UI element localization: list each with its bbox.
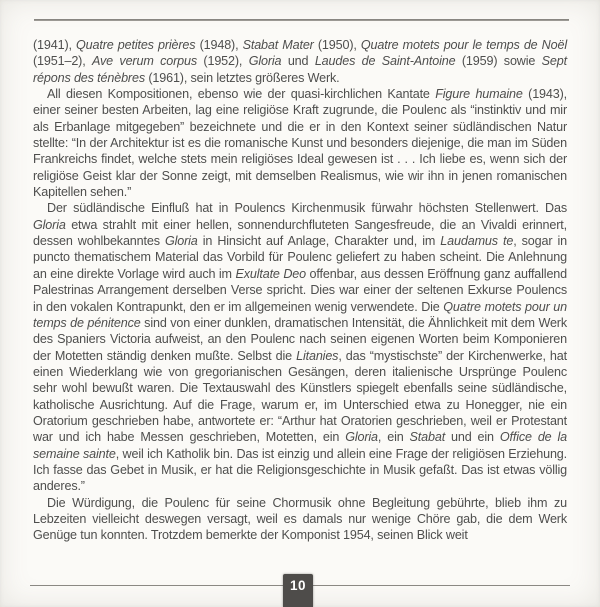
paragraph (33, 86, 567, 200)
text-segment: (1961), sein letztes größeres Werk. (144, 70, 340, 85)
text-segment: (1948), (195, 38, 243, 52)
text-segment: All diesen Kompositionen, ebenso wie der quasi-kirchlichen Kantate (47, 87, 436, 102)
text-segment: offenbar, aus dessen Eröffnung ganz auffallend Palestrinas Arrangement derselben Verse spricht. Dies war einer der seltenen Exkurse Poulencs in den vokalen Kontrapunkt, den er im allgemeinen wenig verwendete. Die (33, 266, 568, 314)
work-title: Litanies (296, 348, 339, 363)
text-segment: , das “mystischste” der Kirchenwerke, hat einen Wiederklang wie von gregorianischen Gesängen, deren italienische Ursprünge Poulenc sehr wohl bewußt waren. Die Textauswahl des Künstlers spiegelt ebenfalls seine südländische, katholische Ausrichtung. Auf die Frage, warum er, im Unterschied etwa zu Honegger, nie ein Oratorium geschrieben habe, antwortete er: “Arthur hat Oratorien geschrieben, weil er Protestant war und ich habe Messen geschrieben, Motetten, ein (33, 348, 567, 445)
paragraph (33, 495, 567, 544)
work-title: Ave verum corpus (91, 54, 197, 69)
work-title: Gloria (248, 54, 282, 69)
text-segment: und ein (445, 430, 500, 445)
paragraph (33, 37, 567, 86)
paragraph (33, 200, 567, 494)
text-segment: sind von einer dunklen, dramatischen Intensität, die Ähnlichkeit mit dem Werk des Spaniers Victoria aufweist, an den Poulenc nach seinen eigenen Worten beim Komponieren der Motetten ständig denken mußte. Selbst die (33, 315, 568, 363)
text-segment: etwa strahlt mit einer hellen, sonnendurchfluteten Sangesfreude, die an Vivaldi erinnert, dessen wohlbekanntes (33, 217, 567, 249)
work-title: Stabat (409, 430, 446, 445)
work-title: Gloria (164, 234, 198, 249)
page-number: 10 (289, 578, 307, 593)
text-segment: , weil ich Katholik bin. Das ist einzig und allein eine Frage der religiösen Erziehung. Ich fasse das Gebet in Musik, er hat die Religionsgeschichte in Musik gefaßt. Das ist etwas völlig anderes.” (33, 446, 567, 494)
text-segment: (1952), (197, 54, 249, 69)
work-title: Quatre motets pour un temps de pénitence (33, 299, 567, 330)
text-segment: (1951–2), (33, 54, 92, 69)
work-title: Figure humaine (435, 87, 523, 102)
work-title: Laudes de Saint-Antoine (314, 54, 456, 69)
text-segment: (1950), (313, 38, 361, 52)
text-segment: , ein (377, 430, 410, 445)
text-segment: Die Würdigung, die Poulenc für seine Chormusik ohne Begleitung gebührte, blieb ihm zu Lebzeiten vielleicht deswegen versagt, weil es damals nur wenige Chöre gab, die dem Werk Genüge tun konnten. Trotzdem bemerkte der Komponist 1954, seinen Blick weit (33, 495, 567, 543)
page-number-tab (283, 574, 313, 607)
text-segment: und (281, 54, 315, 69)
text-segment: in Hinsicht auf Anlage, Charakter und, im (197, 234, 441, 249)
body-text (33, 37, 567, 544)
work-title: Gloria (33, 217, 66, 232)
work-title: Sept répons des ténèbres (33, 54, 567, 85)
work-title: Laudamus te (440, 234, 514, 249)
work-title: Exultate Deo (235, 266, 306, 281)
work-title: Office de la semaine sainte (33, 430, 568, 461)
text-segment: Der südländische Einfluß hat in Poulencs Kirchenmusik fürwahr höchsten Stellenwert. Das (47, 201, 567, 216)
work-title: Stabat Mater (242, 38, 314, 52)
work-title: Quatre petites prières (76, 38, 196, 52)
top-rule (34, 19, 569, 21)
text-segment: , sogar in puncto thematischem Material das Vorbild für Poulenc geliefert zu haben scheint. Die Anlehnung an eine direkte Vorlage wird auch im (33, 234, 567, 281)
text-segment: (1959) sowie (455, 54, 542, 69)
text-segment: (1941), (33, 38, 77, 52)
work-title: Quatre motets pour le temps de Noël (360, 38, 567, 52)
text-segment: (1943), einer seiner besten Arbeiten, lag eine religiöse Kraft zugrunde, die Poulenc als “instinktiv und mir als Erbanlage mitgegeben” bezeichnete und die er in den Kontext seiner südländischen Natur stellte: “In der Architektur ist es die romanische Kunst und besonders diejenige, die man im Süden Frankreichs findet, welche stets mein religiöses Ideal gewesen ist . . . Ich liebe es, wenn sich der religiöse Geist klar der Sonne zeigt, mit demselben Realismus, wie wir ihn in jenen romanischen Kapitellen sehen.” (33, 87, 568, 200)
work-title: Gloria (345, 430, 378, 445)
